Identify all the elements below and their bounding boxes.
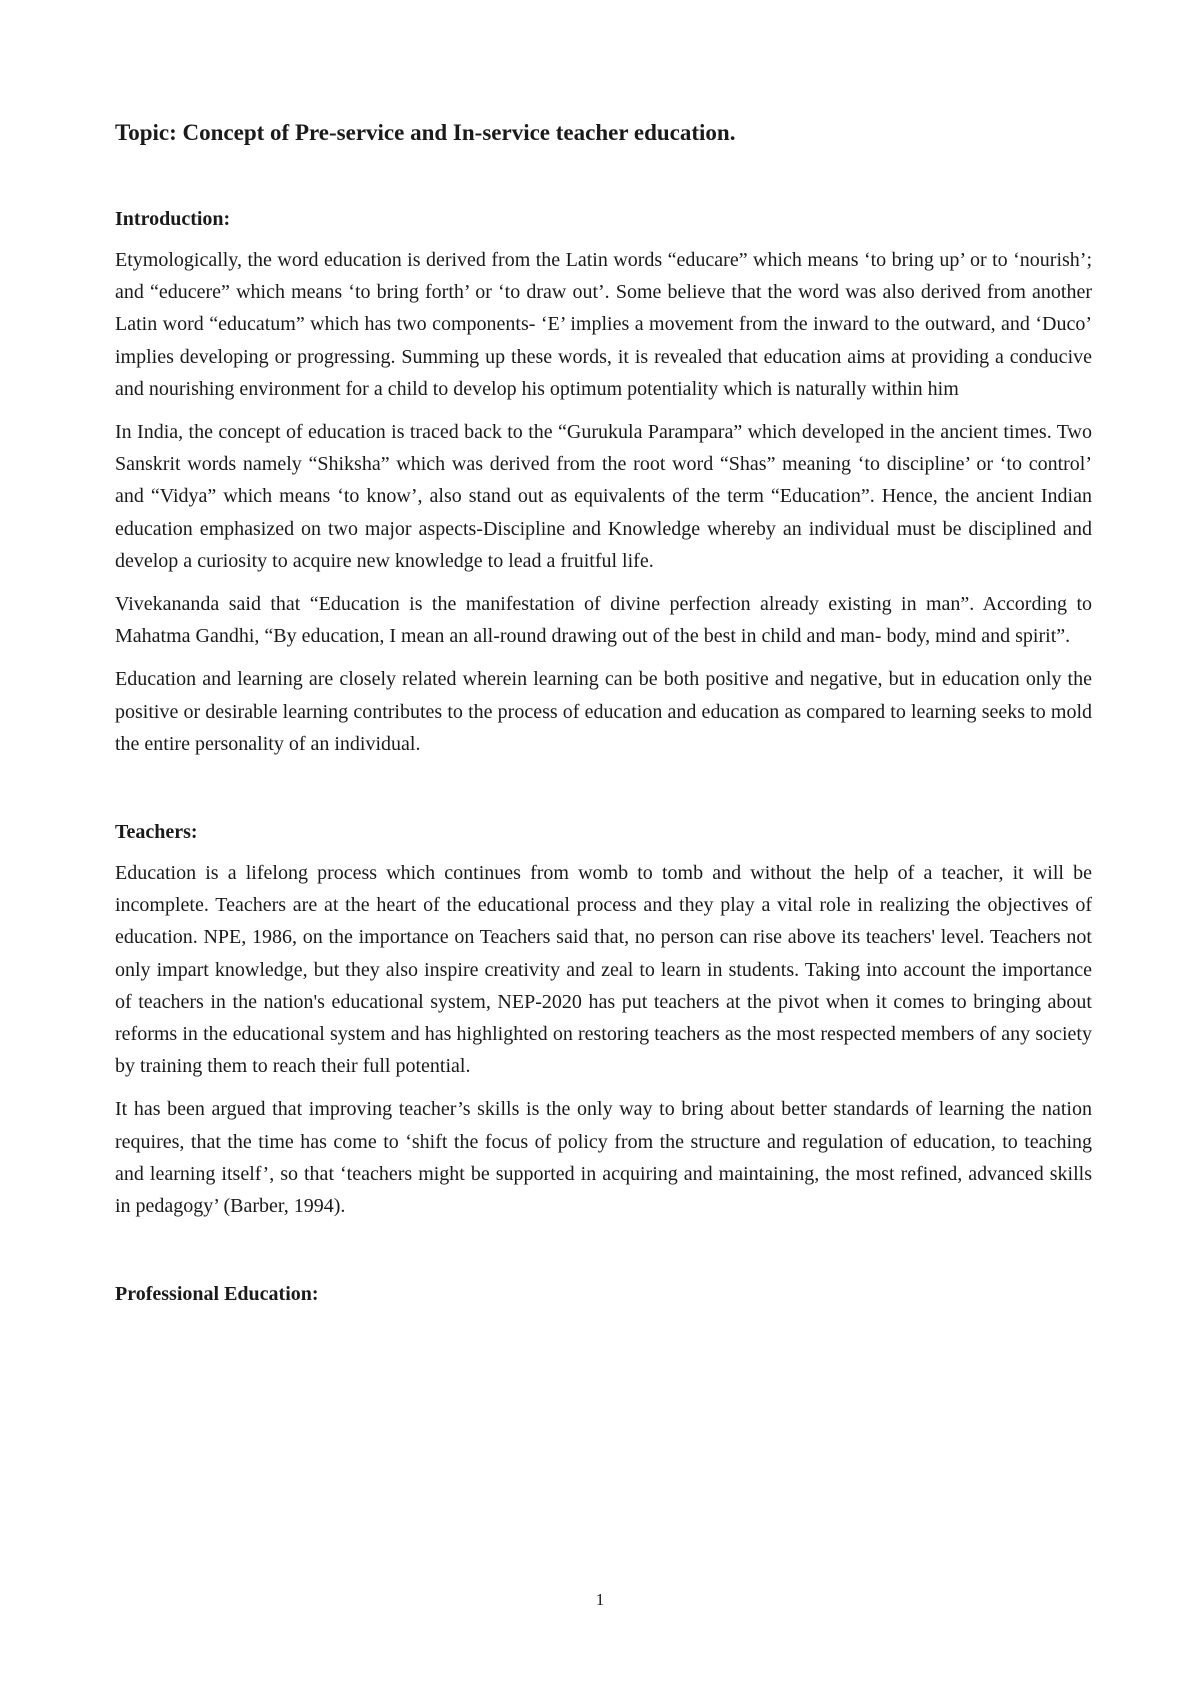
section-spacer [115,771,1092,817]
section-spacer [115,1233,1092,1279]
introduction-paragraph: Vivekananda said that “Education is the manifestation of divine perfection already existing in man”. According to Mahatma Gandhi, “By education, I mean an all-round drawing out of the best in child and man- body, mind and spirit”. [115,593,1092,648]
teachers-paragraph: Education is a lifelong process which continues from womb to tomb and without the help of a teacher, it will be incomplete. Teachers are at the heart of the educational process and they play a vital role in realizing the objectives of education. NPE, 1986, on the importance on Teachers said that, no person can rise above its teachers' level. Teachers not only impart knowledge, but they also inspire creativity and zeal to learn in students. Taking into account the importance of teachers in the nation's educational system, NEP-2020 has put teachers at the pivot when it comes to bringing about reforms in the educational system and has highlighted on restoring teachers as the most respected members of any society by training them to reach their full potential. [115,862,1092,1078]
professional-education-heading: Professional Education: [115,1283,319,1306]
page-number: 1 [595,1590,605,1609]
introduction-heading: Introduction: [115,208,231,230]
page-title: Topic: Concept of Pre-service and In-service teacher education. [115,120,736,145]
introduction-paragraph: Education and learning are closely related wherein learning can be both positive and negative, but in education only the positive or desirable learning contributes to the process of education and education as compared to learning seeks to mold the entire personality of an individual. [115,668,1092,755]
introduction-paragraph: Etymologically, the word education is derived from the Latin words “educare” which means ‘to bring up’ or to ‘nourish’; and “educere” which means ‘to bring forth’ or ‘to draw out’. Some believe that the word was also derived from another Latin word “educatum” which has two components- ‘E’ implies a movement from the inward to the outward, and ‘Duco’ implies developing or progressing. Summing up these words, it is revealed that education aims at providing a conducive and nourishing environment for a child to develop his optimum potentiality which is naturally within him [115,249,1092,400]
teachers-heading: Teachers: [115,821,198,844]
document-body [115,118,1092,1319]
introduction-paragraph: In India, the concept of education is traced back to the “Gurukula Parampara” which developed in the ancient times. Two Sanskrit words namely “Shiksha” which was derived from the root word “Shas” meaning ‘to discipline’ or ‘to control’ and “Vidya” which means ‘to know’, also stand out as equivalents of the term “Education”. Hence, the ancient Indian education emphasized on two major aspects-Discipline and Knowledge whereby an individual must be disciplined and develop a curiosity to acquire new knowledge to lead a fruitful life. [115,421,1092,572]
teachers-paragraph: It has been argued that improving teacher’s skills is the only way to bring about better standards of learning the nation requires, that the time has come to ‘shift the focus of policy from the structure and regulation of education, to teaching and learning itself’, so that ‘teachers might be supported in acquiring and maintaining, the most refined, advanced skills in pedagogy’ (Barber, 1994). [115,1098,1092,1218]
